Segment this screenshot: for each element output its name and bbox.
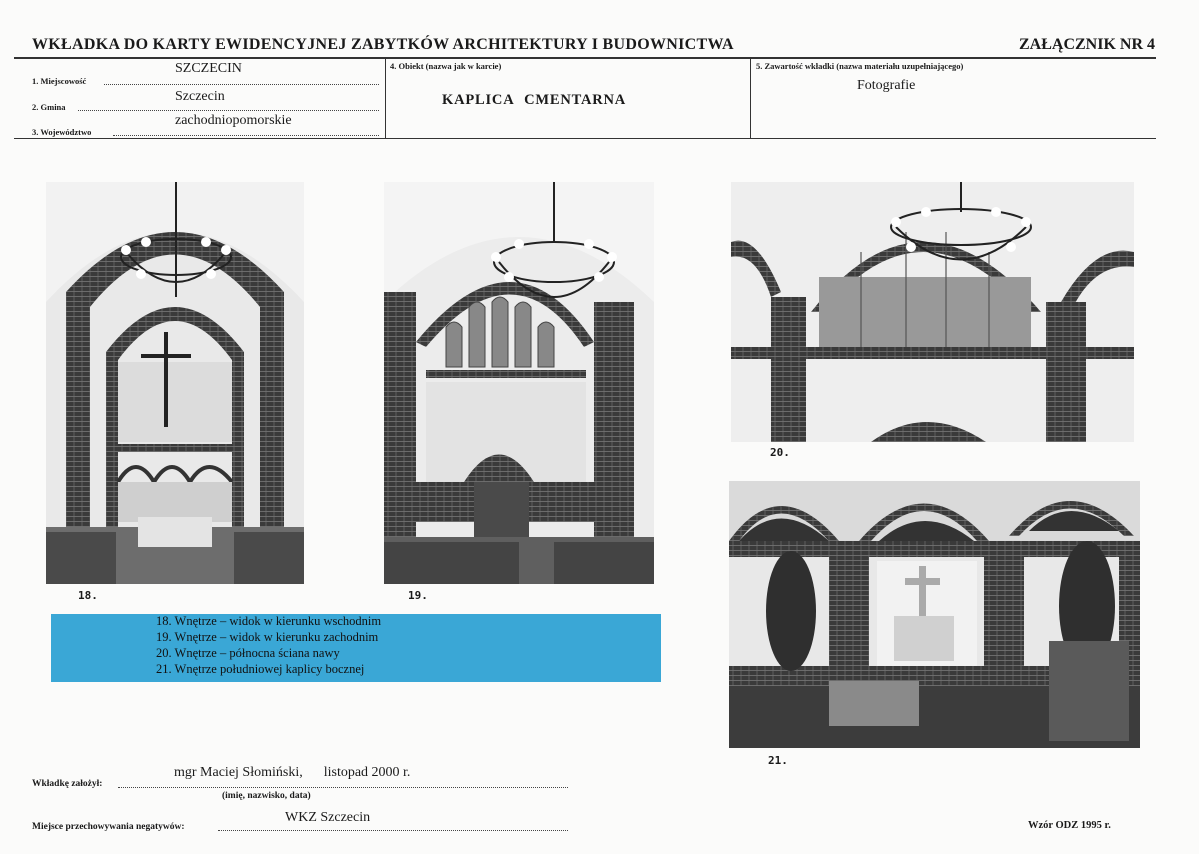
- header-bottom-rule: [14, 138, 1156, 139]
- author-label: Wkładkę założył:: [32, 779, 103, 789]
- wojewodztwo-dots: [113, 135, 379, 136]
- wojewodztwo-value: zachodniopomorskie: [175, 113, 292, 128]
- form-title: WKŁADKA DO KARTY EWIDENCYJNEJ ZABYTKÓW ARCHITEKTURY I BUDOWNICTWA: [32, 36, 734, 53]
- storage-label: Miejsce przechowywania negatywów:: [32, 822, 185, 832]
- photo-21: [729, 481, 1140, 748]
- author-hint: (imię, nazwisko, data): [222, 791, 311, 801]
- photo-18: [46, 182, 304, 584]
- author-dots: [118, 787, 568, 788]
- gmina-dots: [78, 110, 379, 111]
- obiekt-value: KAPLICA CMENTARNA: [442, 92, 627, 108]
- photo-20: [731, 182, 1134, 442]
- caption-20: 20. Wnętrze – północna ściana nawy: [156, 646, 340, 660]
- header-divider-1: [385, 58, 386, 138]
- caption-21: 21. Wnętrze południowej kaplicy bocznej: [156, 662, 365, 676]
- annex-number: ZAŁĄCZNIK NR 4: [1018, 36, 1155, 53]
- zawartosc-label: 5. Zawartość wkładki (nazwa materiału uzupełniającego): [756, 61, 964, 71]
- obiekt-label: 4. Obiekt (nazwa jak w karcie): [390, 61, 502, 71]
- wojewodztwo-label: 3. Województwo: [32, 127, 92, 137]
- gmina-label: 2. Gmina: [32, 102, 66, 112]
- storage-value: WKZ Szczecin: [285, 810, 371, 825]
- miejscowosc-dots: [104, 84, 379, 85]
- caption-19: 19. Wnętrze – widok w kierunku zachodnim: [156, 630, 379, 644]
- photo-20-number: 20.: [770, 446, 790, 459]
- header-divider-2: [750, 58, 751, 138]
- miejscowosc-label: 1. Miejscowość: [32, 76, 87, 86]
- photo-18-number: 18.: [78, 589, 98, 602]
- form-version: Wzór ODZ 1995 r.: [1028, 820, 1111, 831]
- zawartosc-value: Fotografie: [857, 78, 916, 93]
- caption-box: [51, 614, 661, 682]
- photo-19: [384, 182, 654, 584]
- photo-21-number: 21.: [768, 754, 788, 767]
- storage-dots: [218, 830, 568, 831]
- photo-19-number: 19.: [408, 589, 428, 602]
- author-value: mgr Maciej Słomiński, listopad 2000 r.: [174, 765, 411, 780]
- miejscowosc-value: SZCZECIN: [175, 61, 242, 76]
- gmina-value: Szczecin: [175, 89, 225, 104]
- caption-18: 18. Wnętrze – widok w kierunku wschodnim: [156, 614, 382, 628]
- header-top-rule: [14, 57, 1156, 59]
